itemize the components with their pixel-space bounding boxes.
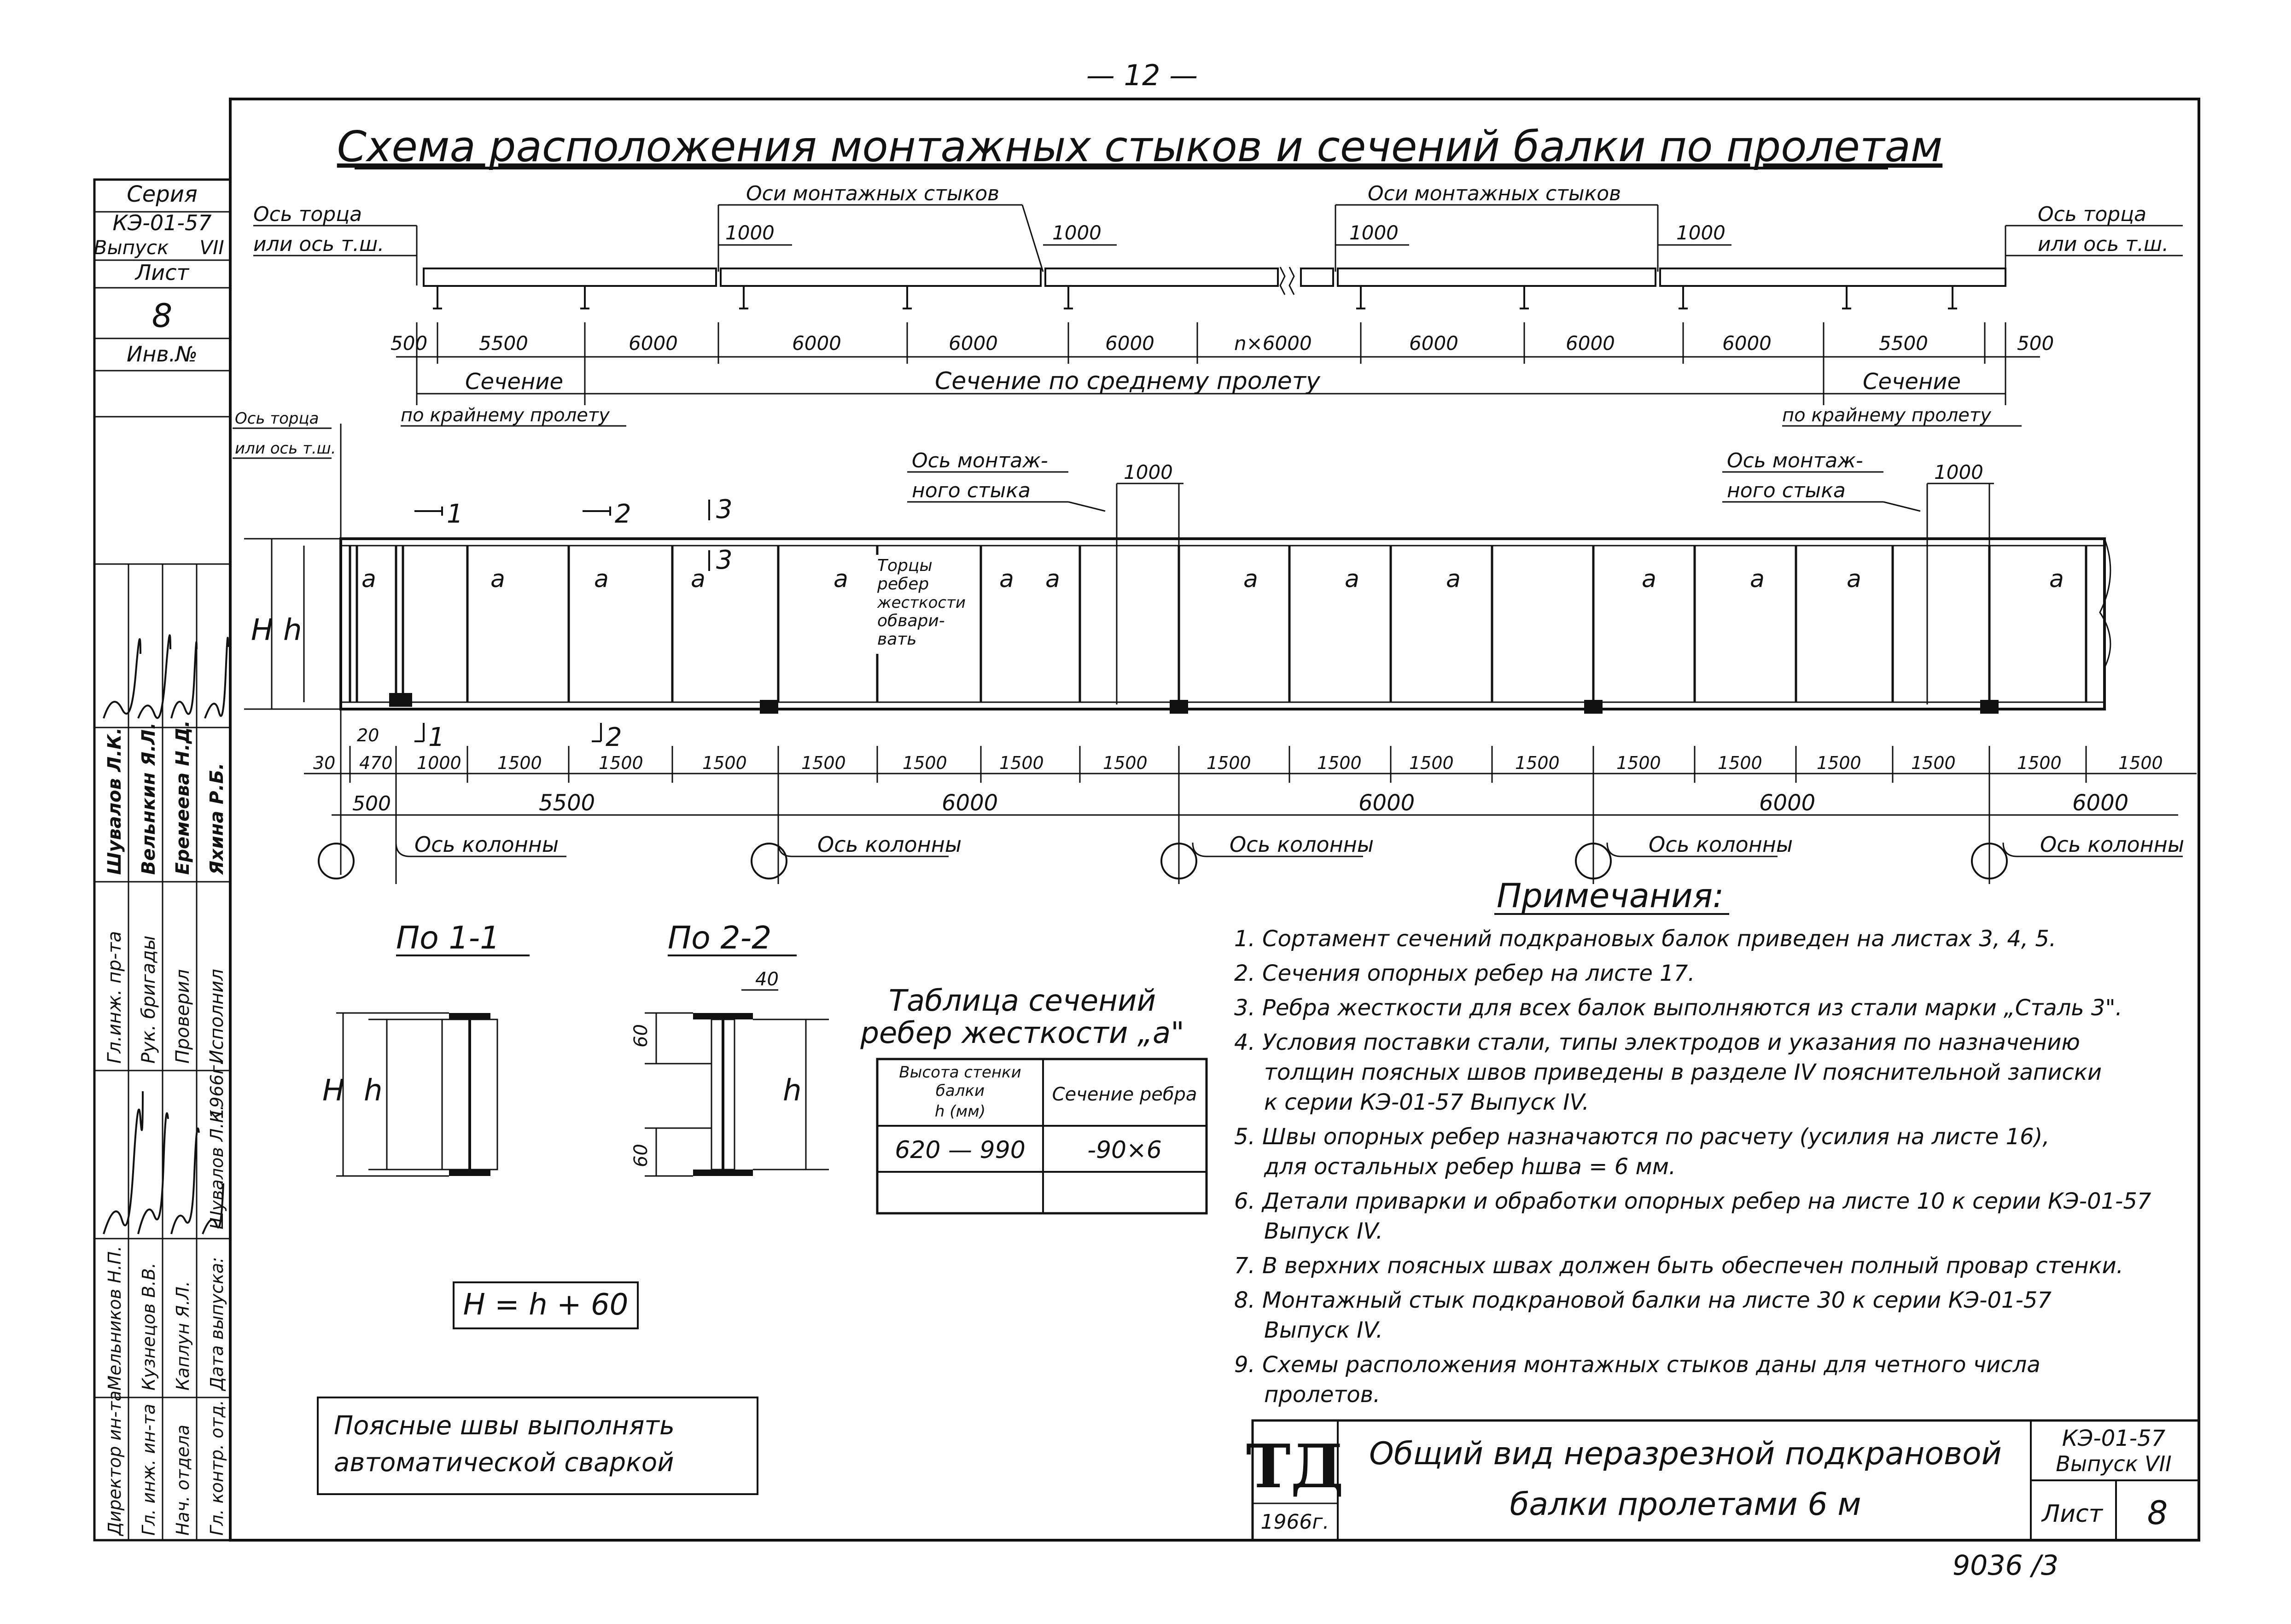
end-axis-right-2: или ось т.ш. xyxy=(2038,233,2169,256)
rib-label-14: а xyxy=(2049,565,2064,593)
dim-l-6000-b: 6000 xyxy=(1358,790,1415,816)
dim-u-2: 5500 xyxy=(479,332,528,355)
note-4a: 4. Условия поставки стали, типы электродов и указания по назначению xyxy=(1234,1030,2080,1055)
dim-s-20b: 1500 xyxy=(2118,753,2163,773)
rib-label-3: а xyxy=(594,565,609,593)
rib-labels xyxy=(361,565,2064,593)
dim-s-5: 1500 xyxy=(599,753,643,773)
column-axis-2: Ось колонны xyxy=(817,832,962,857)
rib-label-9: а xyxy=(1345,565,1359,593)
dim-s-9: 1500 xyxy=(999,753,1044,773)
section-left-2: по крайнему пролету xyxy=(401,405,610,426)
stamp-name-4: Яхина Р.Б. xyxy=(206,763,227,875)
rib-label-10: а xyxy=(1446,565,1461,593)
stamp-role2-1: Директор ин-та xyxy=(105,1390,125,1536)
offset-1000-d: 1000 xyxy=(1676,221,1726,244)
section-mid: Сечение по среднему пролету xyxy=(935,367,1320,395)
stamp-name-3: Еремеева Н.Д. xyxy=(172,720,193,875)
dim-s-7: 1500 xyxy=(801,753,846,773)
cut-1-bottom: 1 xyxy=(428,722,445,752)
note-8b: Выпуск IV. xyxy=(1264,1317,1383,1343)
offset-1000-a: 1000 xyxy=(725,221,775,244)
column-axis-bubble-2 xyxy=(752,844,787,879)
dim-s-1000: 1000 xyxy=(417,753,461,773)
beam-segment-6 xyxy=(1660,268,2005,286)
rib-note-1: Торцы xyxy=(877,556,933,575)
sec2-dim-60-bottom: 60 xyxy=(630,1144,652,1167)
dim-l-500: 500 xyxy=(352,792,391,815)
sections xyxy=(322,920,829,1328)
elev-end-axis-1: Ось торца xyxy=(235,409,319,428)
dim-s-6: 1500 xyxy=(702,753,747,773)
stamp-name2-4: Шувалов Л.К. xyxy=(207,1105,227,1229)
beam-segment-5 xyxy=(1338,268,1656,286)
upper-scheme xyxy=(253,182,2183,426)
dim-H-elev: H xyxy=(251,613,274,647)
note-5b: для остальных ребер hшва = 6 мм. xyxy=(1264,1154,1676,1180)
dim-s-20: 20 xyxy=(357,725,379,745)
joint-left-2: ного стыка xyxy=(912,479,1031,502)
rib-table-col1-3: h (мм) xyxy=(934,1102,986,1121)
column-axis-1: Ось колонны xyxy=(414,832,559,857)
title-block-title-1: Общий вид неразрезной подкрановой xyxy=(1369,1436,2002,1472)
joint-right-2: ного стыка xyxy=(1727,479,1846,502)
title-block-series: КЭ-01-57 xyxy=(2062,1426,2166,1451)
dim-s-16: 1500 xyxy=(1718,753,1762,773)
offset-1000-b: 1000 xyxy=(1052,221,1102,244)
offset-1000-c: 1000 xyxy=(1349,221,1399,244)
sec2-dim-60-top: 60 xyxy=(630,1024,652,1048)
rib-note-2: ребер xyxy=(877,575,929,594)
stamp-issue-value: VII xyxy=(199,236,224,259)
joint-axes-label-1: Оси монтажных стыков xyxy=(746,182,1000,205)
cut-2-bottom: 2 xyxy=(606,722,622,752)
signature-6 xyxy=(138,1113,168,1234)
section-left-1: Сечение xyxy=(465,369,564,395)
stamp-sheet-label: Лист xyxy=(135,260,189,285)
dim-u-6: 6000 xyxy=(1105,332,1154,355)
note-1: 1. Сортамент сечений подкрановых балок приведен на листах 3, 4, 5. xyxy=(1234,926,2057,952)
dim-s-17: 1500 xyxy=(1817,753,1861,773)
beam-elevation xyxy=(233,409,2197,884)
dim-s-12: 1500 xyxy=(1317,753,1362,773)
signature-5 xyxy=(104,1091,143,1234)
sec1-H: H xyxy=(322,1074,345,1108)
end-axis-right-1: Ось торца xyxy=(2038,203,2147,226)
cut-2-top: 2 xyxy=(615,499,631,529)
column-axis-5: Ось колонны xyxy=(2040,832,2185,857)
note-5a: 5. Швы опорных ребер назначаются по расчету (усилия на листе 16), xyxy=(1234,1124,2050,1150)
dim-l-6000-d: 6000 xyxy=(2072,790,2129,816)
rib-note-3: жесткости xyxy=(877,594,966,612)
title-block-year: 1966г. xyxy=(1260,1510,1329,1534)
left-stamp xyxy=(94,180,230,1540)
stamp-name-2: Вельнкин Я.Л. xyxy=(138,722,159,875)
rib-note-4: обвари- xyxy=(877,611,945,630)
signature-1 xyxy=(104,639,140,718)
dim-s-14: 1500 xyxy=(1515,753,1560,773)
dim-u-8: 6000 xyxy=(1409,332,1458,355)
stamp-date-label: Дата выпуска: xyxy=(207,1257,227,1391)
note-7: 7. В верхних поясных швах должен быть обеспечен полный провар стенки. xyxy=(1234,1253,2123,1279)
cut-1-top: 1 xyxy=(447,499,463,529)
dim-s-18: 1500 xyxy=(1911,753,1956,773)
footer-number: 9036 /3 xyxy=(1953,1549,2059,1582)
notes xyxy=(1234,876,2151,1408)
stamp-name-1: Шувалов Л.К. xyxy=(104,727,125,875)
end-axis-left-2: или ось т.ш. xyxy=(253,233,385,256)
beam-segment-1 xyxy=(424,268,716,286)
notes-title: Примечания: xyxy=(1497,876,1724,915)
note-8a: 8. Монтажный стык подкрановой балки на листе 30 к серии КЭ-01-57 xyxy=(1234,1287,2052,1313)
dim-s-4: 1500 xyxy=(497,753,542,773)
dim-s-8: 1500 xyxy=(903,753,947,773)
column-axis-bubble-1 xyxy=(319,844,354,879)
stamp-sheet-value: 8 xyxy=(152,297,173,335)
cut-3-bottom: 3 xyxy=(716,545,733,575)
end-axis-left-1: Ось торца xyxy=(253,203,362,226)
rib-label-2: а xyxy=(490,565,505,593)
rib-table-col1-1: Высота стенки xyxy=(899,1063,1021,1082)
note-9b: пролетов. xyxy=(1264,1382,1381,1408)
section-2-title: По 2-2 xyxy=(668,920,772,956)
break-mark xyxy=(1280,267,1294,295)
stamp-role2-2: Гл. инж. ин-та xyxy=(139,1403,159,1536)
note-6a: 6. Детали приварки и обработки опорных ребер на листе 10 к серии КЭ-01-57 xyxy=(1234,1188,2151,1214)
section-right-1: Сечение xyxy=(1863,369,1961,395)
cut-3-top: 3 xyxy=(716,495,733,524)
stamp-role2-3: Нач. отдела xyxy=(173,1424,193,1536)
dim-h-elev: h xyxy=(283,613,302,647)
title-block-title-2: балки пролетами 6 м xyxy=(1510,1486,1861,1523)
rib-label-6: а xyxy=(999,565,1014,593)
stamp-role-4: Исполнил xyxy=(206,969,227,1064)
title-block-sheet-value: 8 xyxy=(2147,1494,2168,1532)
rib-table xyxy=(860,984,1207,1213)
dim-u-10: 6000 xyxy=(1722,332,1772,355)
elev-end-axis-2: или ось т.ш. xyxy=(235,439,336,458)
stamp-role-1: Гл.инж. пр-та xyxy=(104,931,125,1064)
dim-u-5: 6000 xyxy=(949,332,998,355)
beam-body xyxy=(341,539,2104,709)
rib-table-row-h: 620 — 990 xyxy=(895,1136,1026,1164)
rib-label-12: а xyxy=(1750,565,1765,593)
title-block-sheet-label: Лист xyxy=(2042,1500,2103,1528)
beam-segment-2 xyxy=(721,268,1041,286)
sec1-bottom-flange xyxy=(449,1170,490,1176)
sec1-h: h xyxy=(364,1074,383,1108)
joint-offset-left: 1000 xyxy=(1124,461,1173,483)
stamp-role2-4: Гл. контр. отд. xyxy=(207,1400,227,1536)
rib-label-13: а xyxy=(1847,565,1861,593)
note-4c: к серии КЭ-01-57 Выпуск IV. xyxy=(1264,1089,1589,1115)
sec2-dim-40: 40 xyxy=(755,969,779,990)
rib-label-8: а xyxy=(1243,565,1258,593)
sec2-bottom-flange xyxy=(693,1170,753,1176)
dim-s-13: 1500 xyxy=(1409,753,1454,773)
rib-label-11: а xyxy=(1642,565,1656,593)
note-9a: 9. Схемы расположения монтажных стыков даны для четного числа xyxy=(1234,1352,2040,1378)
stamp-name2-2: Кузнецов В.В. xyxy=(139,1263,159,1391)
dim-u-4: 6000 xyxy=(792,332,841,355)
column-axes xyxy=(319,832,2184,879)
stamp-date: 1966г. xyxy=(207,1059,227,1119)
dim-s-19: 1500 xyxy=(2017,753,2062,773)
rib-note-5: вать xyxy=(877,630,917,649)
section-right-2: по крайнему пролету xyxy=(1782,405,1991,426)
dim-u-12: 500 xyxy=(2017,332,2054,355)
signature-7 xyxy=(171,1129,199,1234)
rib-label-1: а xyxy=(361,565,376,593)
stamp-series-value: КЭ-01-57 xyxy=(112,210,212,235)
note-3: 3. Ребра жесткости для всех балок выполняются из стали марки „Сталь 3". xyxy=(1234,995,2122,1021)
signature-4 xyxy=(205,638,228,718)
beam-segment-3 xyxy=(1045,268,1278,286)
dim-l-5500: 5500 xyxy=(539,790,595,816)
sec2-top-flange xyxy=(693,1013,753,1019)
section-1-title: По 1-1 xyxy=(396,920,500,956)
title-block-issue: Выпуск VII xyxy=(2056,1451,2172,1476)
dim-u-11: 5500 xyxy=(1879,332,1928,355)
welds-note-1: Поясные швы выполнять xyxy=(334,1411,675,1441)
sheet-frame xyxy=(230,99,2199,1540)
signature-2 xyxy=(138,635,170,718)
dim-s-30: 30 xyxy=(313,753,336,773)
joint-right-1: Ось монтаж- xyxy=(1727,449,1863,472)
dim-u-1: 500 xyxy=(391,332,428,355)
note-2: 2. Сечения опорных ребер на листе 17. xyxy=(1234,960,1695,986)
formula: H = h + 60 xyxy=(463,1288,629,1322)
stamp-role-2: Рук. бригады xyxy=(138,935,159,1064)
dim-s-11: 1500 xyxy=(1207,753,1251,773)
rib-table-col2: Сечение ребра xyxy=(1052,1084,1197,1105)
joint-left-1: Ось монтаж- xyxy=(912,449,1048,472)
beam-segment-4 xyxy=(1301,268,1333,286)
elevation-ribs xyxy=(350,546,2086,702)
joint-axes-label-2: Оси монтажных стыков xyxy=(1368,182,1621,205)
sec1-top-flange xyxy=(449,1013,490,1019)
support-plates xyxy=(389,693,1999,714)
dim-u-7: n×6000 xyxy=(1234,332,1312,355)
stamp-series-label: Серия xyxy=(127,181,198,207)
title-block xyxy=(1246,1420,2199,1540)
joint-offset-right: 1000 xyxy=(1934,461,1983,483)
rib-table-row-s: -90×6 xyxy=(1087,1136,1162,1164)
note-4b: толщин поясных швов приведены в разделе IV пояснительной записки xyxy=(1264,1059,2102,1085)
dim-u-3: 6000 xyxy=(629,332,678,355)
rib-table-title-1: Таблица сечений xyxy=(888,984,1156,1018)
dim-s-15: 1500 xyxy=(1616,753,1661,773)
rib-table-title-2: ребер жесткости „а" xyxy=(860,1016,1184,1050)
stamp-inv-label: Инв.№ xyxy=(126,342,198,367)
rib-label-7: а xyxy=(1045,565,1060,593)
title-block-logo: ТД xyxy=(1246,1431,1344,1502)
stamp-name2-1: Мельников Н.П. xyxy=(105,1246,125,1391)
signature-3 xyxy=(171,642,197,718)
rib-table-col1-2: балки xyxy=(935,1082,985,1100)
dim-l-6000-a: 6000 xyxy=(942,790,998,816)
page-number: — 12 — xyxy=(1086,58,1198,92)
dim-u-9: 6000 xyxy=(1566,332,1615,355)
welds-note-2: автоматической сваркой xyxy=(334,1448,674,1478)
column-axis-4: Ось колонны xyxy=(1649,832,1793,857)
scheme-title: Схема расположения монтажных стыков и сечений балки по пролетам xyxy=(337,122,1943,171)
dim-l-6000-c: 6000 xyxy=(1759,790,1816,816)
rib-label-4: а xyxy=(691,565,705,593)
column-axis-3: Ось колонны xyxy=(1230,832,1374,857)
upper-ribs xyxy=(433,286,1957,309)
dim-s-470: 470 xyxy=(359,753,393,773)
sec2-h: h xyxy=(783,1074,802,1108)
dim-s-10: 1500 xyxy=(1103,753,1148,773)
note-6b: Выпуск IV. xyxy=(1264,1218,1383,1244)
rib-label-5: а xyxy=(834,565,848,593)
stamp-role-3: Проверил xyxy=(172,969,193,1064)
stamp-name2-3: Каплун Я.Л. xyxy=(173,1281,193,1391)
stamp-issue-label: Выпуск xyxy=(93,236,169,259)
